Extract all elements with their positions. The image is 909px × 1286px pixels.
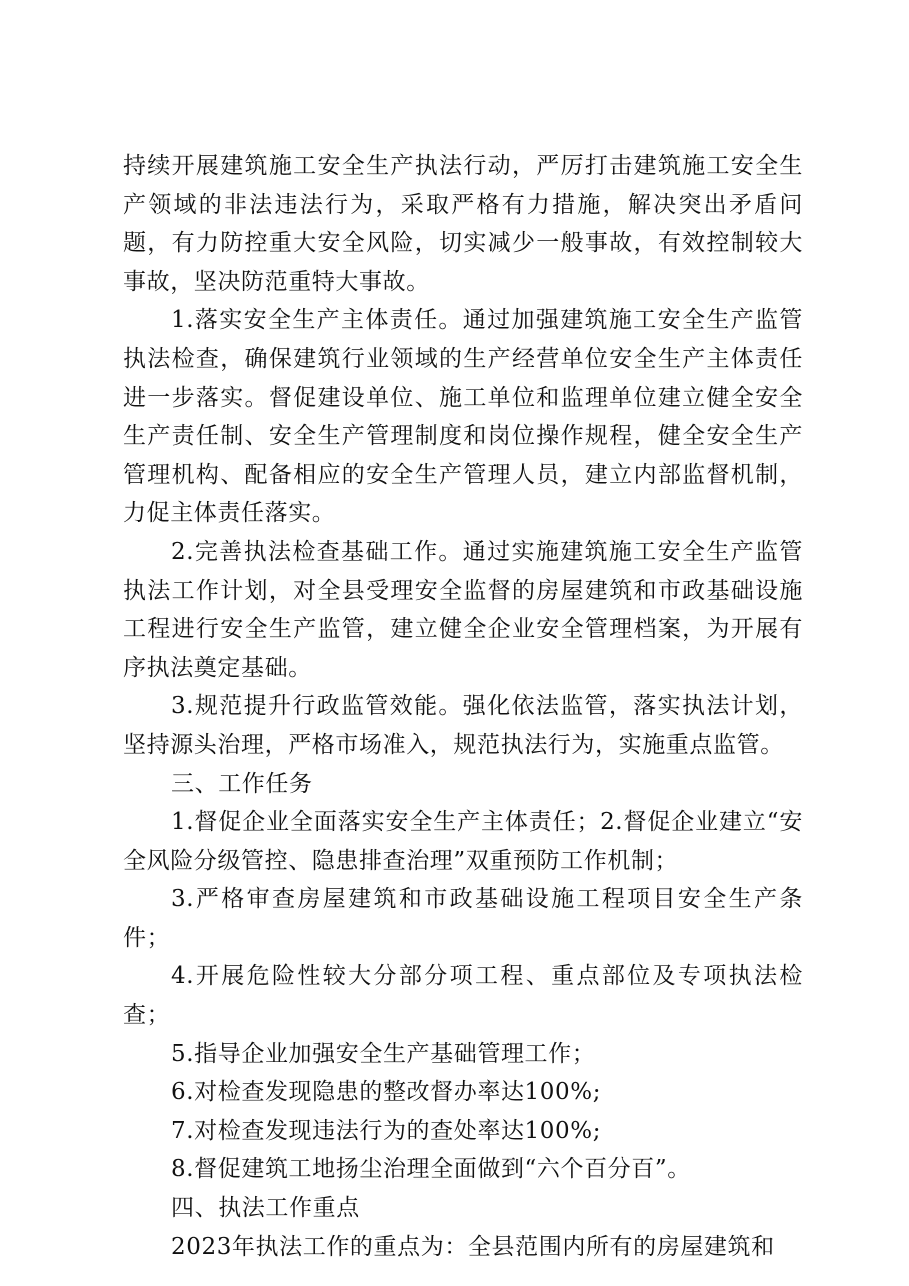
paragraph-3: 2.完善执法检查基础工作。通过实施建筑施工安全生产监管执法工作计划，对全县受理安全监督的房屋建筑和市政基础设施工程进行安全生产监管，建立健全企业安全管理档案，为开展有序执法奠定基础。 [123, 538, 803, 681]
task-item-4: 4.开展危险性较大分部分项工程、重点部位及专项执法检查； [123, 963, 803, 1029]
task-item-3: 3.严格审查房屋建筑和市政基础设施工程项目安全生产条件； [123, 886, 803, 951]
section-heading-focus: 四、执法工作重点 [171, 1195, 360, 1222]
task-item-6: 6.对检查发现隐患的整改督办率达100%; [171, 1079, 602, 1106]
paragraph-focus: 2023年执法工作的重点为：全县范围内所有的房屋建筑和 [171, 1233, 775, 1260]
task-item-8: 8.督促建筑工地扬尘治理全面做到“六个百分百”。 [171, 1156, 691, 1183]
document-body [123, 147, 803, 1266]
task-item-1-2: 1.督促企业全面落实安全生产主体责任；2.督促企业建立“安全风险分级管控、隐患排查治理”双重预防工作机制； [123, 809, 803, 874]
task-item-7: 7.对检查发现违法行为的查处率达100%; [171, 1117, 602, 1144]
task-item-5: 5.指导企业加强安全生产基础管理工作； [171, 1040, 596, 1067]
paragraph-4: 3.规范提升行政监管效能。强化依法监管，落实执法计划，坚持源头治理，严格市场准入，规范执法行为，实施重点监管。 [123, 693, 803, 758]
paragraph-2: 1.落实安全生产主体责任。通过加强建筑施工安全生产监管执法检查，确保建筑行业领域的生产经营单位安全生产主体责任进一步落实。督促建设单位、施工单位和监理单位建立健全安全生产责任制、安全生产管理制度和岗位操作规程，健全安全生产管理机构、配备相应的安全生产管理人员，建立内部监督机制，力促主体责任落实。 [123, 307, 803, 527]
paragraph-1: 持续开展建筑施工安全生产执法行动，严厉打击建筑施工安全生产领域的非法违法行为，采取严格有力措施，解决突出矛盾问题，有力防控重大安全风险，切实减少一般事故，有效控制较大事故，坚决防范重特大事故。 [123, 153, 803, 295]
section-heading-tasks: 三、工作任务 [171, 770, 313, 797]
